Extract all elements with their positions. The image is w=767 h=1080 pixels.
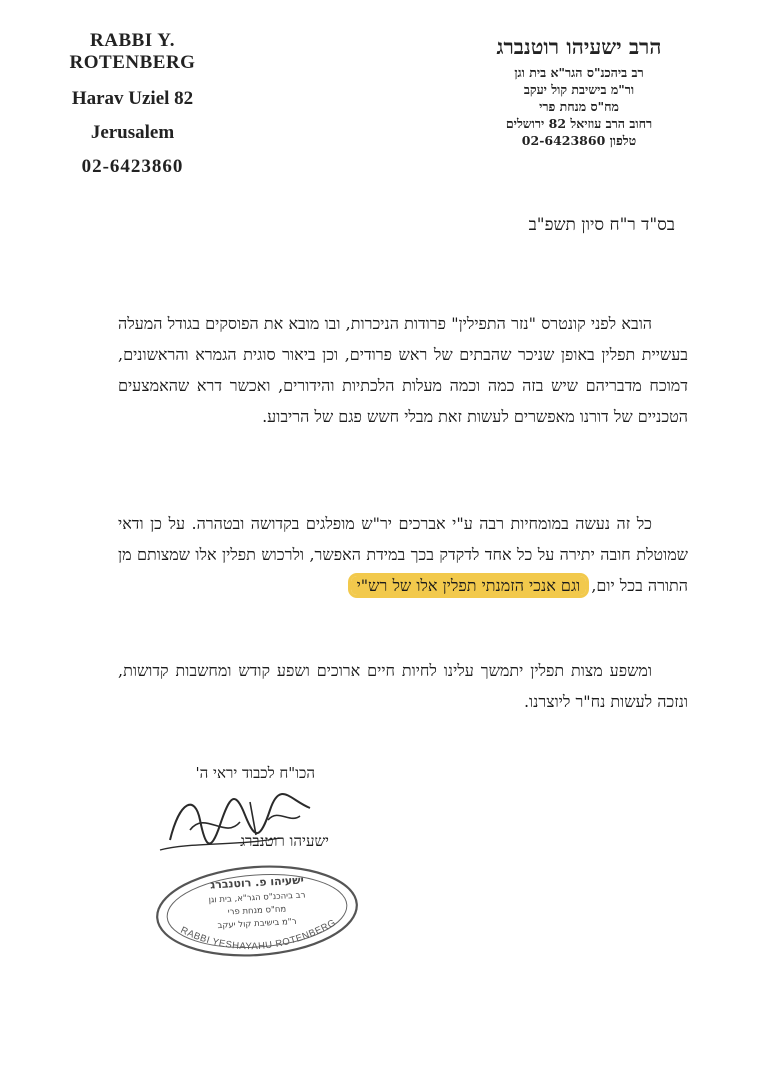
svg-text:RABBI YESHAYAHU ROTENBERG: RABBI YESHAYAHU ROTENBERG — [178, 917, 338, 953]
letterhead-line-1: רב ביהכנ"ס הגר"א בית וגן — [514, 65, 644, 80]
paragraph-3 — [118, 655, 688, 717]
paragraph-3-text: ומשפע מצות תפלין יתמשך עלינו לחיות חיים ארוכים ושפע קודש ומחשבות קדושות, ונזכה לעשות נח"ר ליוצרנו. — [118, 661, 688, 711]
paragraph-2-text: כל זה נעשה במומחיות רבה ע"י אברכים יר"ש מופלגים בקדושה ובטהרה. על כן ודאי שמוטלת חובה יתירה על כל אחד לדקדק בכך במידת האפשר, ולרכוש תפלין אלו שמצותם מן התורה בכל יום, — [118, 514, 689, 595]
highlighted-sentence: וגם אנכי הזמנתי תפלין אלו של רש"י — [351, 576, 587, 595]
stamp-line-4: ר"מ בישיבת קול יעקב — [217, 916, 297, 932]
letterhead-line-2: ור"מ בישיבת קול יעקב — [523, 82, 635, 97]
letterhead-name-he: הרב ישעיהו רוטנברג — [496, 34, 662, 59]
letterhead-name-en: RABBI Y. ROTENBERG — [69, 30, 196, 73]
stamp-line-2: רב ביהכנ"ס הגר"א, בית וגן — [208, 890, 306, 906]
hebrew-letterhead — [449, 34, 709, 149]
letter-date: בס"ד ר"ח סיון תשפ"ב — [528, 215, 675, 235]
english-letterhead — [30, 30, 235, 178]
letterhead-city-en: Jerusalem — [90, 122, 175, 143]
paragraph-1 — [118, 308, 688, 432]
letterhead-line-5: טלפון 02-6423860 — [521, 133, 637, 148]
stamp-line-3: מח"ס מנחת פרי — [227, 904, 287, 918]
paragraph-1-text: הובא לפני קונטרס "נזר התפילין" פרודות הניכרות, ובו מובא את הפוסקים בגודל המעלה בעשיית תפלין באופן שניכר שהבתים של ראש פרודים, וכן ביאור סוגית הגמרא והראשונים, דמוכח מדבריהם שיש בזה כמה וכמה מעלות הלכתיות והידורים, ואכשר דרא שהאמצעים הטכניים של דורנו מאפשרים לעשות זאת מבלי חשש פגם של הריבוע. — [118, 314, 688, 426]
closing-name: ישעיהו רוטנברג — [240, 832, 329, 850]
letterhead-line-4: רחוב הרב עוזיאל 82 ירושלים — [505, 116, 653, 131]
letterhead-phone-en: 02-6423860 — [81, 156, 184, 177]
paragraph-2 — [118, 508, 688, 601]
letterhead-street-en: Harav Uziel 82 — [71, 88, 194, 109]
letterhead-line-3: מח"ס מנחת פרי — [539, 99, 619, 114]
stamp-line-1: ישעיהו פ. רוטנברג — [209, 873, 305, 892]
closing-greeting: הכו"ח לכבוד יראי ה' — [195, 764, 315, 782]
